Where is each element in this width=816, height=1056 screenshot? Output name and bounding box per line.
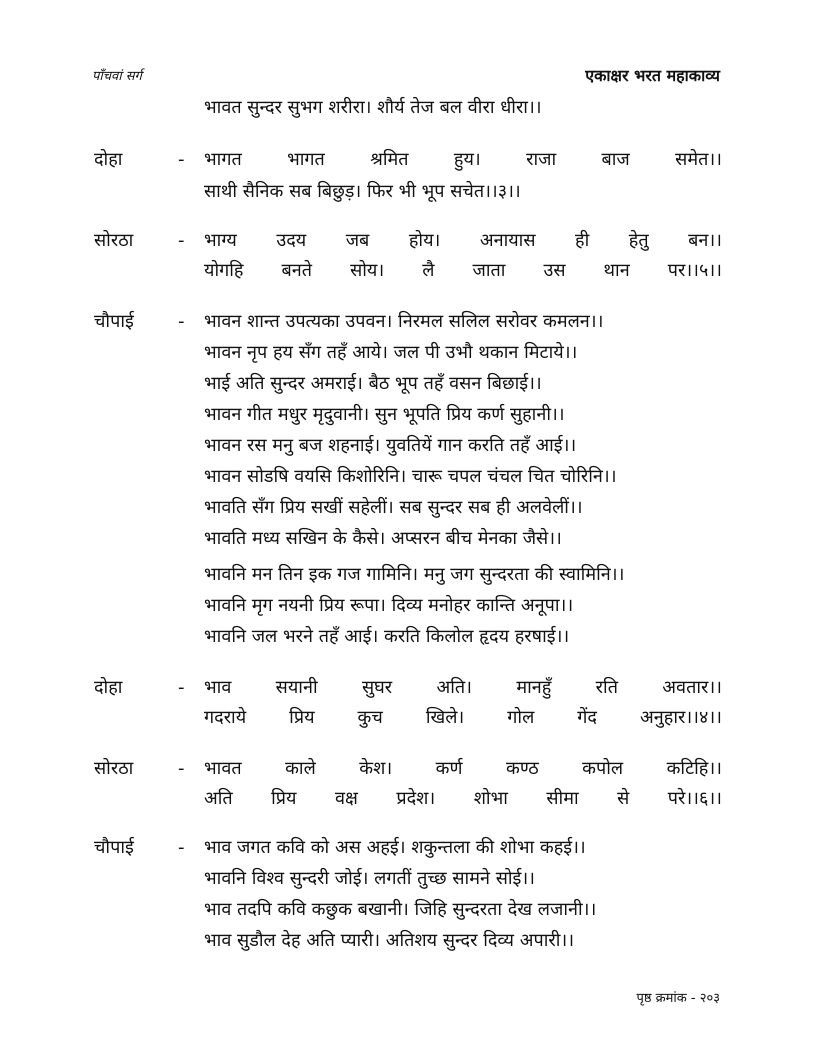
verse-line: भाव तदपि कवि कछुक बखानी। जिहि सुन्दरता देख लजानी।। <box>204 899 597 920</box>
verse-label-chaupai: चौपाई <box>94 311 134 332</box>
verse-label-soratha: सोरठा <box>94 758 134 779</box>
verse-line: भाव सयानी सुघर अति। मानहुँ रति अवतार।। <box>204 677 722 698</box>
verse-line: भाव सुडौल देह अति प्यारी। अतिशय सुन्दर दिव्य अपारी।। <box>204 930 575 951</box>
verse-line: भावनि जल भरने तहँ आई। करति किलोल हृदय हरषाई।। <box>204 626 570 647</box>
verse-line: साथी सैनिक सब बिछुड़। फिर भी भूप सचेत।।३।। <box>204 181 521 202</box>
verse-line: भाव जगत कवि को अस अहई। शकुन्तला की शोभा कहई।। <box>204 837 586 858</box>
verse-line: भाग्य उदय जब होय। अनायास ही हेतु बन।। <box>204 230 722 251</box>
page-number: पृष्ठ क्रमांक - २०३ <box>636 991 720 1006</box>
verse-line: भावन रस मनु बज शहनाई। युवतियें गान करति तहँ आई।। <box>204 435 577 456</box>
verse-line: भावति मध्य सखिन के कैसे। अप्सरन बीच मेनका जैसे।। <box>204 528 562 549</box>
verse-dash: - <box>178 677 185 698</box>
verse-dash: - <box>178 311 185 332</box>
verse-line: भावन सोडषि वयसि किशोरिनि। चारू चपल चंचल चित चोरिनि।। <box>204 466 617 487</box>
verse-line: भावनि विश्व सुन्दरी जोई। लगतीं तुच्छ सामने सोई।। <box>204 868 536 889</box>
verse-line: भावनि मन तिन इक गज गामिनि। मनु जग सुन्दरता की स्वामिनि।। <box>204 564 625 585</box>
verse-dash: - <box>178 230 185 251</box>
verse-line: योगहि बनते सोय। लै जाता उस थान पर।।५।। <box>204 260 722 281</box>
verse-line: अति प्रिय वक्ष प्रदेश। शोभा सीमा से परे।।६।। <box>204 788 722 809</box>
verse-dash: - <box>178 758 185 779</box>
header-book-title: एकाक्षर भरत महाकाव्य <box>585 66 720 85</box>
verse-line: भावन नृप हय सँग तहँ आये। जल पी उभौ थकान मिटाये।। <box>204 342 578 363</box>
verse-line: भावति सँग प्रिय सखीं सहेलीं। सब सुन्दर सब ही अलवेलीं।। <box>204 497 583 518</box>
verse-line: भावत सुन्दर सुभग शरीरा। शौर्य तेज बल वीरा धीरा।। <box>204 97 542 118</box>
verse-label-chaupai: चौपाई <box>94 837 134 858</box>
verse-line: भागत भागत श्रमित हुय। राजा बाज समेत।। <box>204 149 722 170</box>
verse-label-doha: दोहा <box>94 149 123 170</box>
verse-line: गदराये प्रिय कुच खिले। गोल गेंद अनुहार।।४।। <box>204 707 722 728</box>
verse-line: भाई अति सुन्दर अमराई। बैठ भूप तहँ वसन बिछाई।। <box>204 373 542 394</box>
verse-line: भावनि मृग नयनी प्रिय रूपा। दिव्य मनोहर कान्ति अनूपा।। <box>204 595 574 616</box>
verse-dash: - <box>178 837 185 858</box>
verse-label-doha: दोहा <box>94 677 123 698</box>
verse-dash: - <box>178 149 185 170</box>
verse-line: भावन शान्त उपत्यका उपवन। निरमल सलिल सरोवर कमलन।। <box>204 311 604 332</box>
verse-line: भावत काले केश। कर्ण कण्ठ कपोल कटिहि।। <box>204 758 722 779</box>
header-section-title: पाँचवां सर्ग <box>92 69 142 84</box>
verse-label-soratha: सोरठा <box>94 230 134 251</box>
verse-line: भावन गीत मधुर मृदुवानी। सुन भूपति प्रिय कर्ण सुहानी।। <box>204 404 565 425</box>
